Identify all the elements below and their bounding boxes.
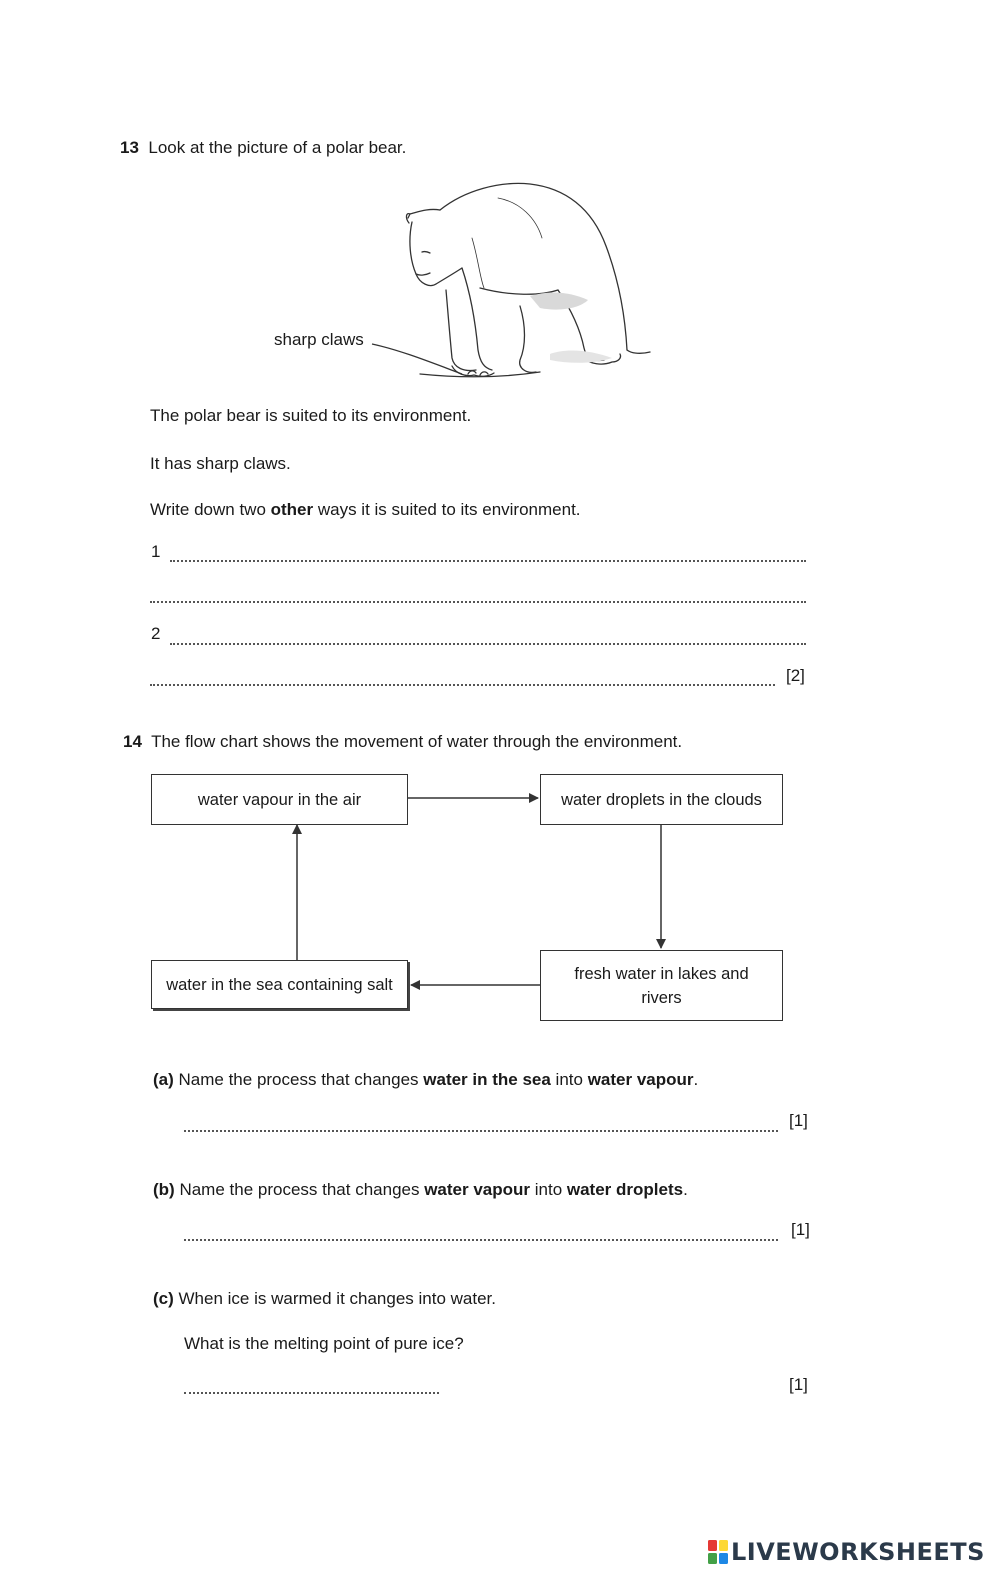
claws-pointer-line bbox=[370, 338, 470, 378]
flow-box-water-droplets: water droplets in the clouds bbox=[540, 774, 783, 825]
q13-task-bold: other bbox=[270, 500, 314, 519]
answer1-label: 1 bbox=[151, 542, 161, 561]
answer1-line-1[interactable] bbox=[170, 560, 806, 562]
q14a-mid: into bbox=[550, 1070, 588, 1089]
liveworksheets-logo-icon bbox=[708, 1540, 728, 1564]
q14b-bold1: water vapour bbox=[424, 1180, 531, 1199]
flow-box-water-vapour: water vapour in the air bbox=[151, 774, 408, 825]
q14c-question bbox=[153, 1289, 496, 1309]
answer2-line-1[interactable] bbox=[170, 643, 806, 645]
q13-statement2: It has sharp claws. bbox=[150, 454, 291, 473]
answer2-label: 2 bbox=[151, 624, 161, 643]
q14b-marks: [1] bbox=[791, 1220, 810, 1239]
flow-box-fresh-water: fresh water in lakes and rivers bbox=[540, 950, 783, 1021]
q14c-marks: [1] bbox=[789, 1375, 808, 1394]
q14b-label: (b) bbox=[153, 1180, 175, 1199]
q13-statement1: The polar bear is suited to its environment. bbox=[150, 406, 472, 425]
q14a-answer-line[interactable] bbox=[184, 1130, 778, 1132]
q13-intro: Look at the picture of a polar bear. bbox=[148, 138, 407, 157]
q14b-post: . bbox=[683, 1180, 688, 1199]
q13-task-post: ways it is suited to its environment. bbox=[313, 500, 581, 519]
q14a-bold1: water in the sea bbox=[423, 1070, 551, 1089]
liveworksheets-logo bbox=[708, 1537, 985, 1567]
q13-heading bbox=[120, 138, 406, 158]
answer1-line-2[interactable] bbox=[150, 601, 806, 603]
q14a-bold2: water vapour bbox=[587, 1070, 694, 1089]
flow-box-sea-water: water in the sea containing salt bbox=[151, 960, 408, 1009]
q13-task bbox=[150, 500, 581, 520]
q14c-answer-line[interactable] bbox=[184, 1392, 439, 1394]
q14a-post: . bbox=[693, 1070, 699, 1089]
q14c-line1: When ice is warmed it changes into water. bbox=[178, 1289, 496, 1308]
q14c-label: (c) bbox=[153, 1289, 174, 1308]
claws-label: sharp claws bbox=[274, 330, 364, 349]
q13-marks: [2] bbox=[786, 666, 805, 685]
q14b-mid: into bbox=[530, 1180, 567, 1199]
q14a-pre: Name the process that changes bbox=[178, 1070, 424, 1089]
q14b-answer-line[interactable] bbox=[184, 1239, 778, 1241]
q14a-question bbox=[153, 1070, 698, 1090]
q14b-pre: Name the process that changes bbox=[179, 1180, 425, 1199]
liveworksheets-brand: LIVEWORKSHEETS bbox=[731, 1538, 985, 1566]
q14-heading bbox=[123, 732, 682, 752]
q14a-label: (a) bbox=[153, 1070, 174, 1089]
q14a-marks: [1] bbox=[789, 1111, 808, 1130]
answer2-line-2[interactable] bbox=[150, 684, 775, 686]
q14b-question bbox=[153, 1180, 688, 1200]
q14c-line2: What is the melting point of pure ice? bbox=[184, 1334, 464, 1353]
q14-number: 14 bbox=[123, 732, 142, 751]
q14-intro: The flow chart shows the movement of water through the environment. bbox=[151, 732, 683, 751]
q14b-bold2: water droplets bbox=[566, 1180, 684, 1199]
q13-number: 13 bbox=[120, 138, 139, 157]
q13-task-pre: Write down two bbox=[150, 500, 271, 519]
